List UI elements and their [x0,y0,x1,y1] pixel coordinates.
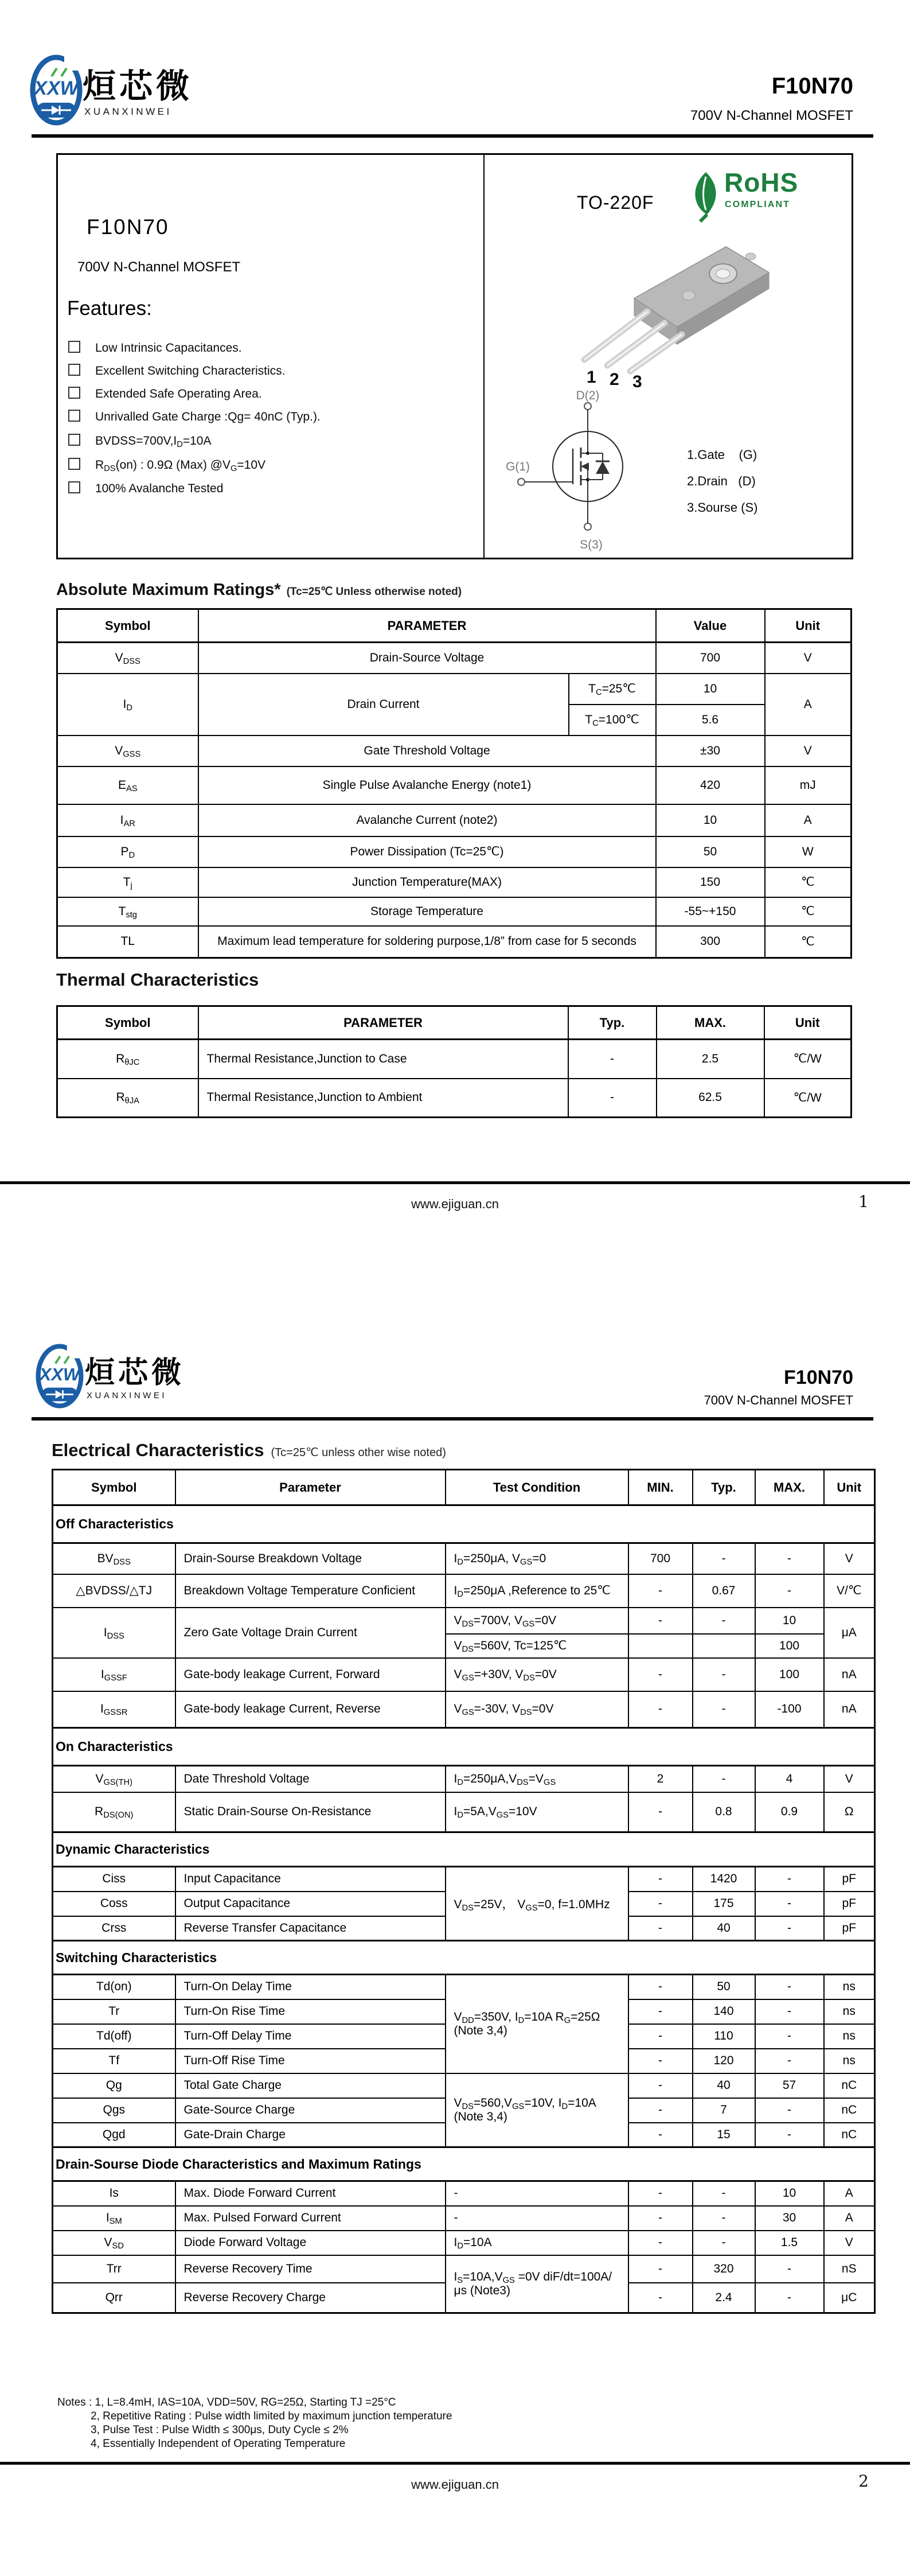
table-cell: 30 [755,2206,824,2231]
table-cell: $V_{GS}=+30V$, $V_{DS}=0V$ [446,1658,628,1691]
table-cell: Trr [53,2255,175,2283]
table-cell: A [765,674,852,736]
table-cell: 2.4 [693,2283,755,2313]
brand-name-en: XUANXINWEI [84,106,172,117]
table-cell: $T_j$ [57,867,198,897]
table-cell: Reverse Recovery Time [175,2255,446,2283]
gate-label: G(1) [506,460,530,473]
table-cell: Date Threshold Voltage [175,1766,446,1792]
package-name: TO-220F [577,192,654,213]
table-cell: W [765,836,852,867]
table-cell: 10 [755,1608,824,1634]
table-cell: Is [53,2181,175,2206]
brand-name-cn: 烜芯微 [85,1356,185,1390]
table-cell: A [824,2206,875,2231]
table-header-cell: Test Condition [446,1470,628,1505]
table-cell: ℃ [765,867,852,897]
table-header-cell: Unit [824,1470,875,1505]
svg-text:XXW: XXW [34,77,79,99]
table-cell: On Characteristics [53,1728,875,1766]
table-cell: - [628,2255,693,2283]
table-cell [628,1634,693,1658]
footer-site: www.ejiguan.cn [411,2477,499,2492]
checkbox-icon [68,410,80,422]
table-cell: - [755,1574,824,1608]
table-cell: ns [824,1999,875,2024]
table-cell: - [628,1867,693,1892]
table-cell: nA [824,1658,875,1691]
section-title: Electrical Characteristics [52,1440,264,1460]
checkbox-icon [68,341,80,353]
table-cell: nA [824,1691,875,1728]
table-cell: Drain-Sourse Breakdown Voltage [175,1543,446,1574]
feature-text: $R_{DS}(on)$ : 0.9Ω (Max) $@V_G=10V$ [95,458,266,474]
page-title-part: F10N70 [771,73,853,99]
table-cell: Drain Current [198,674,569,736]
table-cell: pF [824,1867,875,1892]
table-cell: $I_D=10A$ [446,2231,628,2255]
table-cell: $V_{SD}$ [53,2231,175,2255]
table-cell: - [628,2231,693,2255]
table-cell: Drain-Source Voltage [198,643,656,674]
table-cell: Qgs [53,2098,175,2123]
table-cell: $V_{DS}=25V$， $V_{GS}=0$, f=1.0MHz [446,1867,628,1941]
feature-text: Unrivalled Gate Charge :Qg= 40nC (Typ.). [95,410,321,423]
table-cell: 2.5 [657,1040,764,1079]
table-cell: nS [824,2255,875,2283]
box-divider [483,155,485,558]
table-cell: $V_{GSS}$ [57,736,198,766]
feature-item [68,458,265,472]
table-cell: - [628,2073,693,2098]
table-cell: - [755,1999,824,2024]
table-cell: $E_{AS}$ [57,766,198,804]
table-cell: $I_D=250\mu A$ ,Reference to 25℃ [446,1574,628,1608]
table-cell: ℃ [765,926,852,958]
table-cell: - [568,1079,657,1118]
table-cell: - [628,2181,693,2206]
feature-item [68,364,285,378]
checkbox-icon [68,458,80,470]
footer-rule [0,2462,910,2465]
page-title-part: F10N70 [784,1367,853,1388]
table-cell: -100 [755,1691,824,1728]
table-cell: ℃/W [764,1079,852,1118]
table-header-cell: Value [656,609,765,643]
table-cell: - [755,1975,824,1999]
table-cell: Qg [53,2073,175,2098]
table-cell: Dynamic Characteristics [53,1832,875,1867]
table-cell: $I_D$ [57,674,198,736]
table-cell: $I_D=5A,V_{GS}=10V$ [446,1792,628,1832]
table-cell: 175 [693,1892,755,1916]
table-cell: 5.6 [656,705,765,736]
table-cell: ±30 [656,736,765,766]
table-header-cell: Parameter [175,1470,446,1505]
notes-block [57,2396,452,2451]
table-header-cell: Typ. [693,1470,755,1505]
table-cell: $I_{GSSF}$ [53,1658,175,1691]
table-cell: $V_{DSS}$ [57,643,198,674]
source-label: S(3) [580,538,603,551]
table-cell: - [628,1792,693,1832]
table-cell: - [628,2283,693,2313]
table-header-cell: PARAMETER [198,1006,568,1040]
feature-text: Extended Safe Operating Area. [95,387,262,400]
table-cell: - [628,1892,693,1916]
page-subtitle: 700V N-Channel MOSFET [704,1393,853,1407]
table-cell: nC [824,2073,875,2098]
table-cell: $V_{GS(TH)}$ [53,1766,175,1792]
table-header-cell: Symbol [57,1006,198,1040]
table-cell: $T_C=25℃$ [569,674,656,705]
brand-logo [30,55,294,129]
table-cell: - [628,1691,693,1728]
table-cell: 2 [628,1766,693,1792]
pin-label-3: 3 [632,372,642,387]
table-cell: - [693,1658,755,1691]
table-cell: $V_{DS}=560,V_{GS}=10V$, $I_D=10A$ (Note 3,4) [446,2073,628,2147]
table-cell: Avalanche Current (note2) [198,804,656,836]
table-cell: $R_{\theta JC}$ [57,1040,198,1079]
table-cell: 140 [693,1999,755,2024]
checkbox-icon [68,481,80,493]
table-cell: - [568,1040,657,1079]
table-cell: V [824,1766,875,1792]
table-cell: - [755,1892,824,1916]
section-title: Thermal Characteristics [56,970,259,990]
table-cell: $P_D$ [57,836,198,867]
brand-logo-icon [30,55,83,126]
table-cell: - [628,1975,693,1999]
table-header-cell: MAX. [755,1470,824,1505]
thermal-table [56,1005,852,1118]
table-cell: 420 [656,766,765,804]
table-cell: mJ [765,766,852,804]
table-cell: Tf [53,2049,175,2073]
table-cell: - [693,1608,755,1634]
table-cell: $I_{AR}$ [57,804,198,836]
brand-name-en: XUANXINWEI [87,1391,167,1400]
brand-logo [36,1344,288,1412]
feature-text: $BVDSS=700V,I_D=10A$ [95,434,212,450]
abs-max-table [56,608,852,959]
table-cell: Td(on) [53,1975,175,1999]
table-cell: 150 [656,867,765,897]
note-line: Notes : 1, L=8.4mH, IAS=10A, VDD=50V, RG=25Ω, Starting TJ =25°C [57,2396,396,2408]
table-cell: V [765,643,852,674]
table-cell: - [693,1543,755,1574]
table-cell: ℃ [765,897,852,926]
table-cell: Ciss [53,1867,175,1892]
table-cell: μA [824,1608,875,1658]
page-number: 1 [858,1192,869,1211]
drain-label: D(2) [576,389,600,402]
table-cell: - [628,2049,693,2073]
table-cell: Gate Threshold Voltage [198,736,656,766]
table-cell: - [755,2098,824,2123]
pin-label-1: 1 [587,368,596,387]
table-cell: Ω [824,1792,875,1832]
note-line: 4, Essentially Independent of Operating Temperature [91,2438,346,2450]
table-cell: Off Characteristics [53,1505,875,1543]
table-cell: Td(off) [53,2024,175,2049]
table-cell: Max. Pulsed Forward Current [175,2206,446,2231]
table-cell: Qrr [53,2283,175,2313]
table-cell: 10 [656,674,765,705]
table-cell: - [446,2181,628,2206]
table-cell: 4 [755,1766,824,1792]
table-cell: - [693,2231,755,2255]
feature-text: Low Intrinsic Capacitances. [95,341,242,355]
table-cell: 10 [656,804,765,836]
header-rule [32,134,873,138]
table-cell: 1420 [693,1867,755,1892]
table-cell: - [446,2206,628,2231]
table-cell: 0.67 [693,1574,755,1608]
table-cell: Diode Forward Voltage [175,2231,446,2255]
svg-text:XXW: XXW [39,1364,80,1384]
table-header-cell: Unit [764,1006,852,1040]
checkbox-icon [68,434,80,446]
table-cell: V [824,2231,875,2255]
table-cell: Gate-body leakage Current, Forward [175,1658,446,1691]
table-cell: 7 [693,2098,755,2123]
table-cell: nC [824,2123,875,2147]
features-box [56,153,853,559]
table-cell: $V_{DS}=700V$, $V_{GS}=0V$ [446,1608,628,1634]
brand-logo-icon [36,1344,84,1409]
feature-item [68,434,212,448]
table-cell: 40 [693,1916,755,1941]
table-cell: V [824,1543,875,1574]
table-cell: - [628,2098,693,2123]
table-cell: Drain-Sourse Diode Characteristics and Maximum Ratings [53,2147,875,2181]
features-title: Features: [67,297,152,320]
table-cell: Maximum lead temperature for soldering purpose,1/8” from case for 5 seconds [198,926,656,958]
table-header-cell: MIN. [628,1470,693,1505]
table-cell: - [628,2123,693,2147]
table-cell: - [755,1916,824,1941]
table-cell: ℃/W [764,1040,852,1079]
table-cell: - [755,1867,824,1892]
product-subtitle: 700V N-Channel MOSFET [77,259,241,275]
table-cell: ns [824,2024,875,2049]
table-cell: - [755,2049,824,2073]
table-cell: - [693,1691,755,1728]
package-image [517,215,786,387]
feature-item [68,341,242,355]
table-cell: Single Pulse Avalanche Energy (note1) [198,766,656,804]
table-cell: - [628,1916,693,1941]
section-note: (Tc=25℃ Unless otherwise noted) [286,586,462,598]
table-cell: Static Drain-Sourse On-Resistance [175,1792,446,1832]
table-cell: pF [824,1916,875,1941]
table-cell: μC [824,2283,875,2313]
table-cell: Input Capacitance [175,1867,446,1892]
table-cell: Storage Temperature [198,897,656,926]
table-cell: Power Dissipation (Tc=25℃) [198,836,656,867]
table-cell: -55~+150 [656,897,765,926]
checkbox-icon [68,387,80,399]
abs-max-heading [56,581,462,600]
table-cell: $I_D=250\mu A,V_{DS}=V_{GS}$ [446,1766,628,1792]
section-title: Absolute Maximum Ratings* [56,581,281,599]
product-name: F10N70 [87,215,169,239]
table-cell: 57 [755,2073,824,2098]
table-cell: $I_{SM}$ [53,2206,175,2231]
feature-text: 100% Avalanche Tested [95,482,224,495]
table-cell: 0.8 [693,1792,755,1832]
table-cell: Qgd [53,2123,175,2147]
table-cell: - [755,1543,824,1574]
brand-name-cn: 烜芯微 [83,68,193,105]
footer-site: www.ejiguan.cn [411,1197,499,1211]
table-cell: Max. Diode Forward Current [175,2181,446,2206]
table-cell: - [628,1999,693,2024]
table-cell: $R_{DS(ON)}$ [53,1792,175,1832]
table-cell: - [755,2255,824,2283]
table-cell: 700 [656,643,765,674]
table-cell: - [693,2206,755,2231]
table-cell: - [628,2024,693,2049]
table-cell: - [693,2181,755,2206]
table-cell: Gate-Source Charge [175,2098,446,2123]
table-cell: 110 [693,2024,755,2049]
table-cell: Turn-On Delay Time [175,1975,446,1999]
section-note: (Tc=25℃ unless other wise noted) [271,1446,446,1459]
table-cell: Breakdown Voltage Temperature Conficient [175,1574,446,1608]
table-cell: - [755,2123,824,2147]
thermal-heading [56,970,259,990]
pin-legend [687,442,758,521]
table-cell: - [628,1574,693,1608]
table-cell: A [824,2181,875,2206]
table-cell: Reverse Recovery Charge [175,2283,446,2313]
table-cell: Turn-On Rise Time [175,1999,446,2024]
table-cell: TL [57,926,198,958]
table-cell: Coss [53,1892,175,1916]
table-cell: 700 [628,1543,693,1574]
pin-label-2: 2 [610,370,619,387]
rohs-compliant-label: COMPLIANT [725,200,791,209]
table-cell: Total Gate Charge [175,2073,446,2098]
table-cell: $T_C=100℃$ [569,705,656,736]
table-cell: Gate-body leakage Current, Reverse [175,1691,446,1728]
table-cell: Thermal Resistance,Junction to Case [198,1040,568,1079]
table-cell: Gate-Drain Charge [175,2123,446,2147]
table-cell: Thermal Resistance,Junction to Ambient [198,1079,568,1118]
table-cell: nC [824,2098,875,2123]
table-cell: 100 [755,1634,824,1658]
table-cell: Junction Temperature(MAX) [198,867,656,897]
table-cell: Reverse Transfer Capacitance [175,1916,446,1941]
table-cell: $I_S=10A,V_{GS} =0V$ diF/dt=100A/μs (Note3) [446,2255,628,2313]
table-header-cell: Typ. [568,1006,657,1040]
table-cell: - [755,2283,824,2313]
table-cell: $V_{DS}=560V$, Tc=125℃ [446,1634,628,1658]
ec-heading [52,1440,446,1461]
electrical-characteristics-table [52,1469,876,2314]
table-cell: 120 [693,2049,755,2073]
table-cell: Switching Characteristics [53,1941,875,1975]
header-rule [32,1417,873,1421]
legend-drain: 2.Drain (D) [687,474,756,488]
legend-gate: 1.Gate (G) [687,448,757,462]
table-cell: 320 [693,2255,755,2283]
table-header-cell: MAX. [657,1006,764,1040]
feature-item [68,387,262,401]
table-cell: 40 [693,2073,755,2098]
table-cell: - [755,2024,824,2049]
table-header-cell: Symbol [57,609,198,643]
table-cell: Zero Gate Voltage Drain Current [175,1608,446,1658]
table-cell: 1.5 [755,2231,824,2255]
table-header-cell: Symbol [53,1470,175,1505]
table-cell: A [765,804,852,836]
note-line: 3, Pulse Test : Pulse Width ≤ 300μs, Duty Cycle ≤ 2% [91,2424,349,2436]
footer-rule [0,1181,910,1184]
table-cell: - [693,1766,755,1792]
table-cell: Turn-Off Rise Time [175,2049,446,2073]
table-cell: 50 [656,836,765,867]
table-header-cell: PARAMETER [198,609,656,643]
table-cell: - [628,2206,693,2231]
table-cell: $I_D=250\mu A$, $V_{GS}=0$ [446,1543,628,1574]
table-cell: Output Capacitance [175,1892,446,1916]
table-cell: - [628,1658,693,1691]
mosfet-symbol [501,389,690,555]
checkbox-icon [68,364,80,376]
table-cell: 0.9 [755,1792,824,1832]
feature-text: Excellent Switching Characteristics. [95,364,286,378]
table-cell: 100 [755,1658,824,1691]
table-cell [693,1634,755,1658]
table-cell: 300 [656,926,765,958]
feature-item [68,481,223,496]
table-cell: $T_{stg}$ [57,897,198,926]
table-cell: V/℃ [824,1574,875,1608]
table-cell: Crss [53,1916,175,1941]
table-cell: $V_{GS}=-30V$, $V_{DS}=0V$ [446,1691,628,1728]
table-cell: V [765,736,852,766]
table-cell: $BV_{DSS}$ [53,1543,175,1574]
rohs-label: RoHS [724,168,799,197]
table-cell: 10 [755,2181,824,2206]
table-header-cell: Unit [765,609,852,643]
table-cell: 62.5 [657,1079,764,1118]
page-number: 2 [858,2472,869,2491]
page-subtitle: 700V N-Channel MOSFET [690,108,853,123]
table-cell: △BVDSS/△TJ [53,1574,175,1608]
table-cell: ns [824,1975,875,1999]
table-cell: $R_{\theta JA}$ [57,1079,198,1118]
table-cell: pF [824,1892,875,1916]
table-cell: ns [824,2049,875,2073]
table-cell: - [628,1608,693,1634]
table-cell: Turn-Off Delay Time [175,2024,446,2049]
table-cell: $I_{GSSR}$ [53,1691,175,1728]
table-cell: $I_{DSS}$ [53,1608,175,1658]
table-cell: 15 [693,2123,755,2147]
table-cell: 50 [693,1975,755,1999]
table-cell: Tr [53,1999,175,2024]
feature-item [68,410,321,424]
table-cell: $V_{DD}=350V$, $I_D=10A$ $R_G=25\Omega$ (Note 3,4) [446,1975,628,2073]
note-line: 2, Repetitive Rating : Pulse width limited by maximum junction temperature [91,2410,452,2422]
legend-source: 3.Sourse (S) [687,500,758,515]
